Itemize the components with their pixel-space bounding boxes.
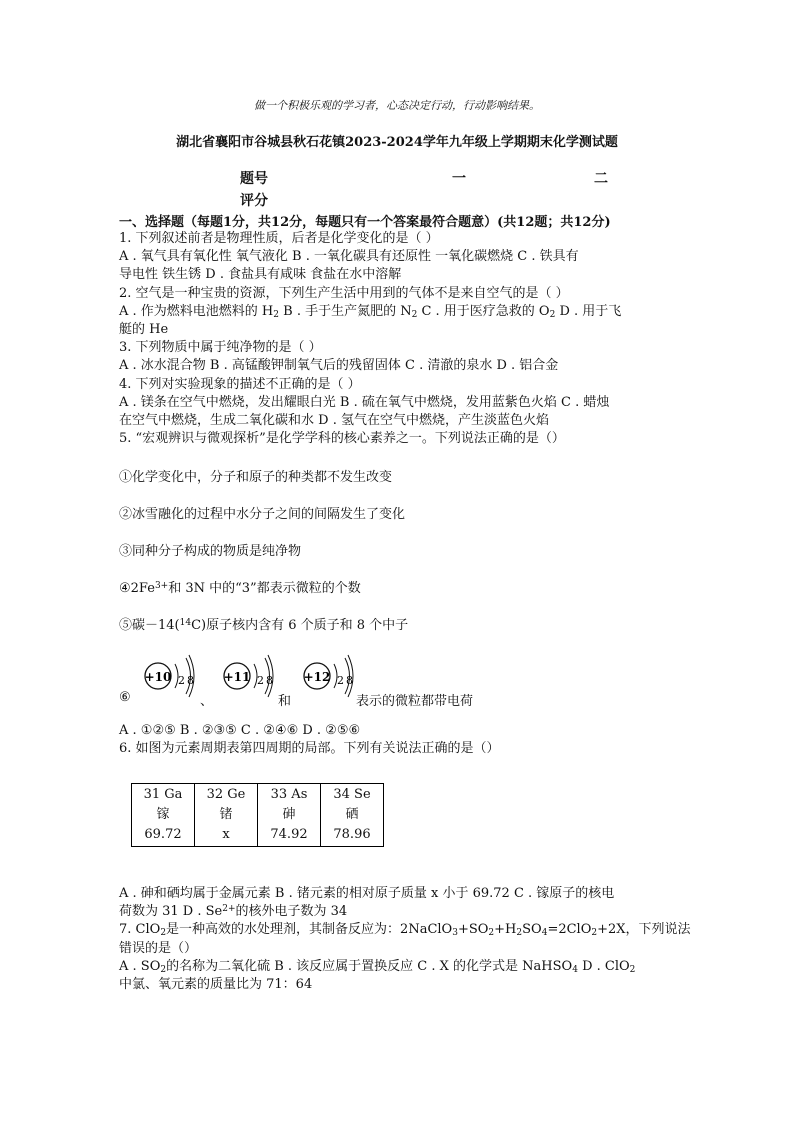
q5-statement-2: ②冰雪融化的过程中水分子之间的间隔发生了变化	[119, 507, 406, 522]
atom-shell-1-electrons: 2	[257, 674, 264, 687]
q6-stem: 6. 如图为元素周期表第四周期的局部。下列有关说法正确的是（）	[119, 741, 500, 757]
q5-stem: 5. “宏观辨识与微观探析”是化学学科的核心素养之一。下列说法正确的是（）	[119, 431, 565, 447]
q5-statement-3: ③同种分子构成的物质是纯净物	[119, 544, 302, 559]
q2-options-line1: A . 作为燃料电池燃料的 $H_2$ B . 手于生产氮肥的 $N_2$ C . 用于医疗急救的 $O_2$ D . 用于飞	[119, 303, 622, 320]
score-row-label: 题号	[240, 171, 268, 187]
atom-shell-2-electrons: 8	[346, 674, 353, 687]
page-motto: 做一个积极乐观的学习者，心态决定行动，行动影响结果。	[254, 99, 540, 112]
q2-options-line2: 艇的 He	[119, 322, 169, 338]
q6-options-line2: 荷数为 31 D . $Se^{2+}$的核外电子数为 34	[119, 904, 348, 920]
atom-shell-2-electrons: 8	[187, 674, 194, 687]
element-cell: 33 As 砷 74.92	[258, 784, 321, 847]
atom-nucleus-charge: +10	[144, 670, 172, 684]
score-row-2-label: 评分	[240, 193, 268, 209]
periodic-table-fragment	[131, 783, 384, 847]
score-col-1: 一	[452, 171, 466, 187]
q5-statement-6-tail: 表示的微粒都带电荷	[356, 694, 474, 709]
section-header: 一、选择题（每题1分，共12分，每题只有一个答案最符合题意）(共12题；共12分)	[119, 215, 611, 230]
q1-options-line1: A . 氧气具有氧化性 氧气液化 B . 一氧化碳具有还原性 一氧化碳燃烧 C . 铁具有	[119, 249, 579, 265]
q5-q6-block	[119, 722, 679, 758]
q5-statement-4: $④2Fe^{3+}$和 3N 中的“3”都表示微粒的个数	[119, 581, 361, 596]
q5-options: A . ①②⑤ B . ②③⑤ C . ②④⑥ D . ②⑤⑥	[119, 723, 361, 738]
q5-statement-6-and: 和	[278, 694, 292, 709]
score-col-2: 二	[594, 171, 608, 187]
atom-structure-diagram	[301, 654, 363, 700]
q4-options-line1: A . 镁条在空气中燃烧，发出耀眼白光 B . 硫在氧气中燃烧，发用蓝紫色火焰 C . 蜡烛	[119, 394, 610, 410]
atom-structure-diagram	[221, 654, 283, 700]
q4-options-line2: 在空气中燃烧，生成二氧化碳和水 D . 氢气在空气中燃烧，产生淡蓝色火焰	[119, 413, 549, 429]
exam-title: 湖北省襄阳市谷城县秋石花镇2023-2024学年九年级上学期期末化学测试题	[176, 135, 618, 150]
atom-nucleus-charge: +11	[223, 670, 251, 684]
atom-shell-1-electrons: 2	[337, 674, 344, 687]
atom-nucleus-charge: +12	[303, 670, 331, 684]
q7-options-line1: A . $SO_2$的名称为二氧化硫 B . 该反应属于置换反应 C . X 的化学式是 NaHSO$_4$ D . ClO$_2$	[119, 958, 636, 975]
element-cell: 34 Se 硒 78.96	[321, 784, 384, 847]
atom-structure-diagram	[142, 654, 204, 700]
q5-statement-6-separator: 、	[200, 694, 214, 709]
q6-options-line1: A . 砷和硒均属于金属元素 B . 锗元素的相对原子质量 x 小于 69.72 C . 镓原子的核电	[119, 886, 615, 901]
q5-statement-6-mark: ⑥	[119, 690, 131, 705]
element-cell: 31 Ga 镓 69.72	[132, 784, 195, 847]
questions-block	[119, 230, 679, 448]
atom-shell-2-electrons: 8	[266, 674, 273, 687]
q3-stem: 3. 下列物质中属于纯净物的是（ ）	[119, 340, 322, 356]
q1-stem: 1. 下列叙述前者是物理性质，后者是化学变化的是（ ）	[119, 231, 439, 246]
element-cell: 32 Ge 锗 x	[195, 784, 258, 847]
q7-options-line2: 中氯、氧元素的质量比为 71：64	[119, 977, 313, 993]
atom-shell-1-electrons: 2	[178, 674, 185, 687]
q5-statement-1: ①化学变化中，分子和原子的种类都不发生改变	[119, 470, 393, 485]
q2-stem: 2. 空气是一种宝贵的资源，下列生产生活中用到的气体不是来自空气的是（ ）	[119, 285, 569, 301]
q5-statement-5: ⑤碳－14($^{14}$C)原子核内含有 6 个质子和 8 个中子	[119, 618, 409, 633]
q6-q7-block	[119, 885, 691, 994]
q7-stem-line2: 错误的是（）	[119, 940, 198, 956]
q4-stem: 4. 下列对实验现象的描述不正确的是（ ）	[119, 376, 361, 392]
q1-options-line2: 导电性 铁生锈 D . 食盐具有咸味 食盐在水中溶解	[119, 267, 402, 283]
q7-stem-line1: 7. ClO$_2$是一种高效的水处理剂，其制备反应为：$2NaClO_3+SO_2+H_2SO_4=2ClO_2+2X$，下列说法	[119, 922, 691, 939]
q3-options: A . 冰水混合物 B . 高锰酸钾制氧气后的残留固体 C . 清澈的泉水 D . 铝合金	[119, 358, 559, 374]
